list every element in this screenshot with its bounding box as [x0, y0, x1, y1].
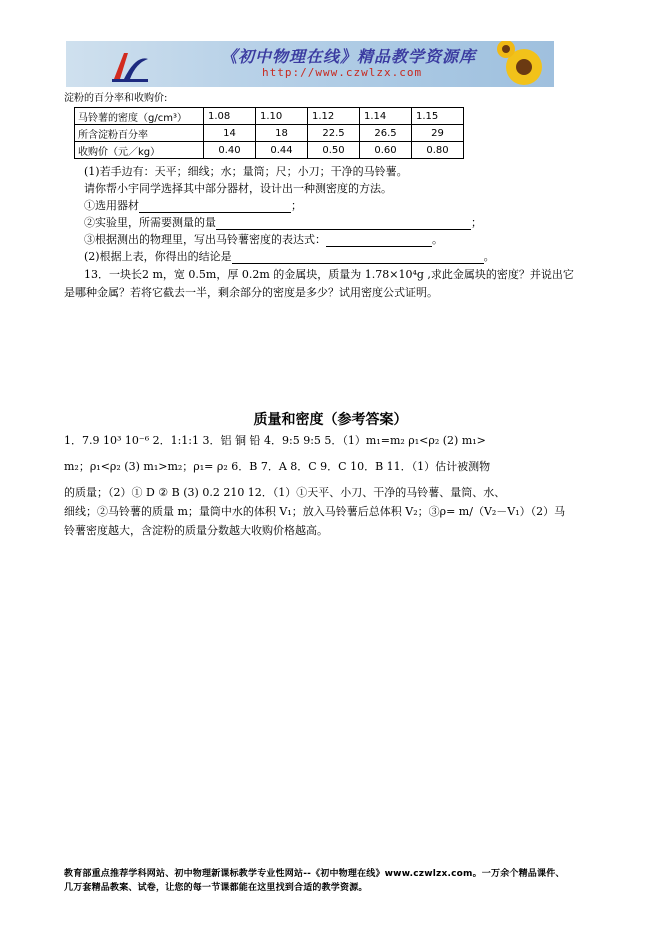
step2-label: ②实验里，所需要测量的量 — [84, 216, 216, 229]
site-logo-icon — [110, 49, 150, 83]
table-cell: 18 — [256, 125, 308, 142]
step1-blank[interactable] — [139, 201, 291, 213]
step3-blank[interactable] — [326, 235, 432, 247]
table-cell: 29 — [412, 125, 464, 142]
footer-line: 几万套精品教案、试卷，让您的每一节课都能在这里找到合适的教学资源。 — [64, 883, 368, 893]
answer-line: m₂；ρ₁<ρ₂ (3) m₁>m₂；ρ₁= ρ₂ 6．B 7．A 8．C 9．C 10．B 11．（1）估计被测物 — [64, 460, 491, 473]
q12-step2 — [84, 216, 482, 230]
table-cell: 1.15 — [412, 108, 464, 125]
table-row — [75, 108, 464, 125]
table-cell: 1.10 — [256, 108, 308, 125]
table-row — [75, 125, 464, 142]
part2-blank[interactable] — [232, 252, 484, 264]
footer-line: 教育部重点推荐学科网站、初中物理新课标教学专业性网站--《初中物理在线》www.czwlzx.com。一万余个精品课件、 — [64, 869, 565, 879]
sunflower-icon — [494, 41, 554, 87]
q13-line1: 13．一块长2 m，宽 0.5m，厚 0.2m 的金属块，质量为 1.78×10⁴g ,求此金属块的密度？并说出它 — [84, 268, 574, 281]
table-cell: 1.12 — [308, 108, 360, 125]
q12-step1 — [84, 199, 302, 213]
table-cell: 0.60 — [360, 142, 412, 159]
table-caption: 淀粉的百分率和收购价: — [64, 93, 168, 104]
banner-title: 《初中物理在线》精品教学资源库 — [221, 47, 477, 66]
header-banner — [66, 41, 554, 87]
banner-url[interactable]: http://www.czwlzx.com — [262, 66, 423, 79]
table-cell: 1.08 — [204, 108, 256, 125]
table-cell: 0.40 — [204, 142, 256, 159]
answer-line: 铃薯密度越大，含淀粉的质量分数越大收购价格越高。 — [64, 524, 328, 537]
table-cell: 0.50 — [308, 142, 360, 159]
table-cell: 26.5 — [360, 125, 412, 142]
table-cell: 0.80 — [412, 142, 464, 159]
q12-instruction: 请你帮小宇同学选择其中部分器材，设计出一种测密度的方法。 — [84, 182, 392, 195]
potato-data-table — [74, 107, 464, 159]
table-cell: 0.44 — [256, 142, 308, 159]
step3-label: ③根据测出的物理里，写出马铃薯密度的表达式： — [84, 233, 326, 246]
step1-end: ； — [291, 199, 302, 212]
answer-line: 1．7.9 10³ 10⁻⁶ 2．1:1:1 3．铝 铜 铅 4．9:5 9:5 5．（1）m₁=m₂ ρ₁<ρ₂ (2) m₁> — [64, 434, 486, 447]
step2-blank[interactable] — [216, 218, 471, 230]
part2-label: (2)根据上表，你得出的结论是 — [84, 250, 232, 263]
q12-step3 — [84, 233, 443, 247]
table-cell: 1.14 — [360, 108, 412, 125]
answer-line: 细线；②马铃薯的质量 m；量筒中水的体积 V₁；放入马铃薯后总体积 V₂；③ρ= m/（V₂－V₁）（2）马 — [64, 505, 566, 518]
q12-part2 — [84, 250, 495, 264]
table-row — [75, 142, 464, 159]
answer-line: 的质量；（2）① D ② B (3) 0.2 210 12．（1）①天平、小刀、干净的马铃薯、量筒、水、 — [64, 486, 506, 499]
part2-end: 。 — [483, 250, 495, 263]
row-label: 马铃薯的密度（g/cm³） — [75, 108, 204, 125]
q13-line2: 是哪种金属？若将它截去一半，剩余部分的密度是多少？试用密度公式证明。 — [64, 286, 438, 299]
step3-end: 。 — [432, 233, 443, 246]
q12-part1: (1)若手边有：天平；细线；水；量筒；尺；小刀；干净的马铃薯。 — [84, 165, 408, 178]
table-cell: 22.5 — [308, 125, 360, 142]
step1-label: ①选用器材 — [84, 199, 139, 212]
row-label: 所含淀粉百分率 — [75, 125, 204, 142]
table-cell: 14 — [204, 125, 256, 142]
answer-heading: 质量和密度（参考答案） — [253, 412, 408, 428]
step2-end: ； — [471, 216, 482, 229]
row-label: 收购价（元／kg） — [75, 142, 204, 159]
